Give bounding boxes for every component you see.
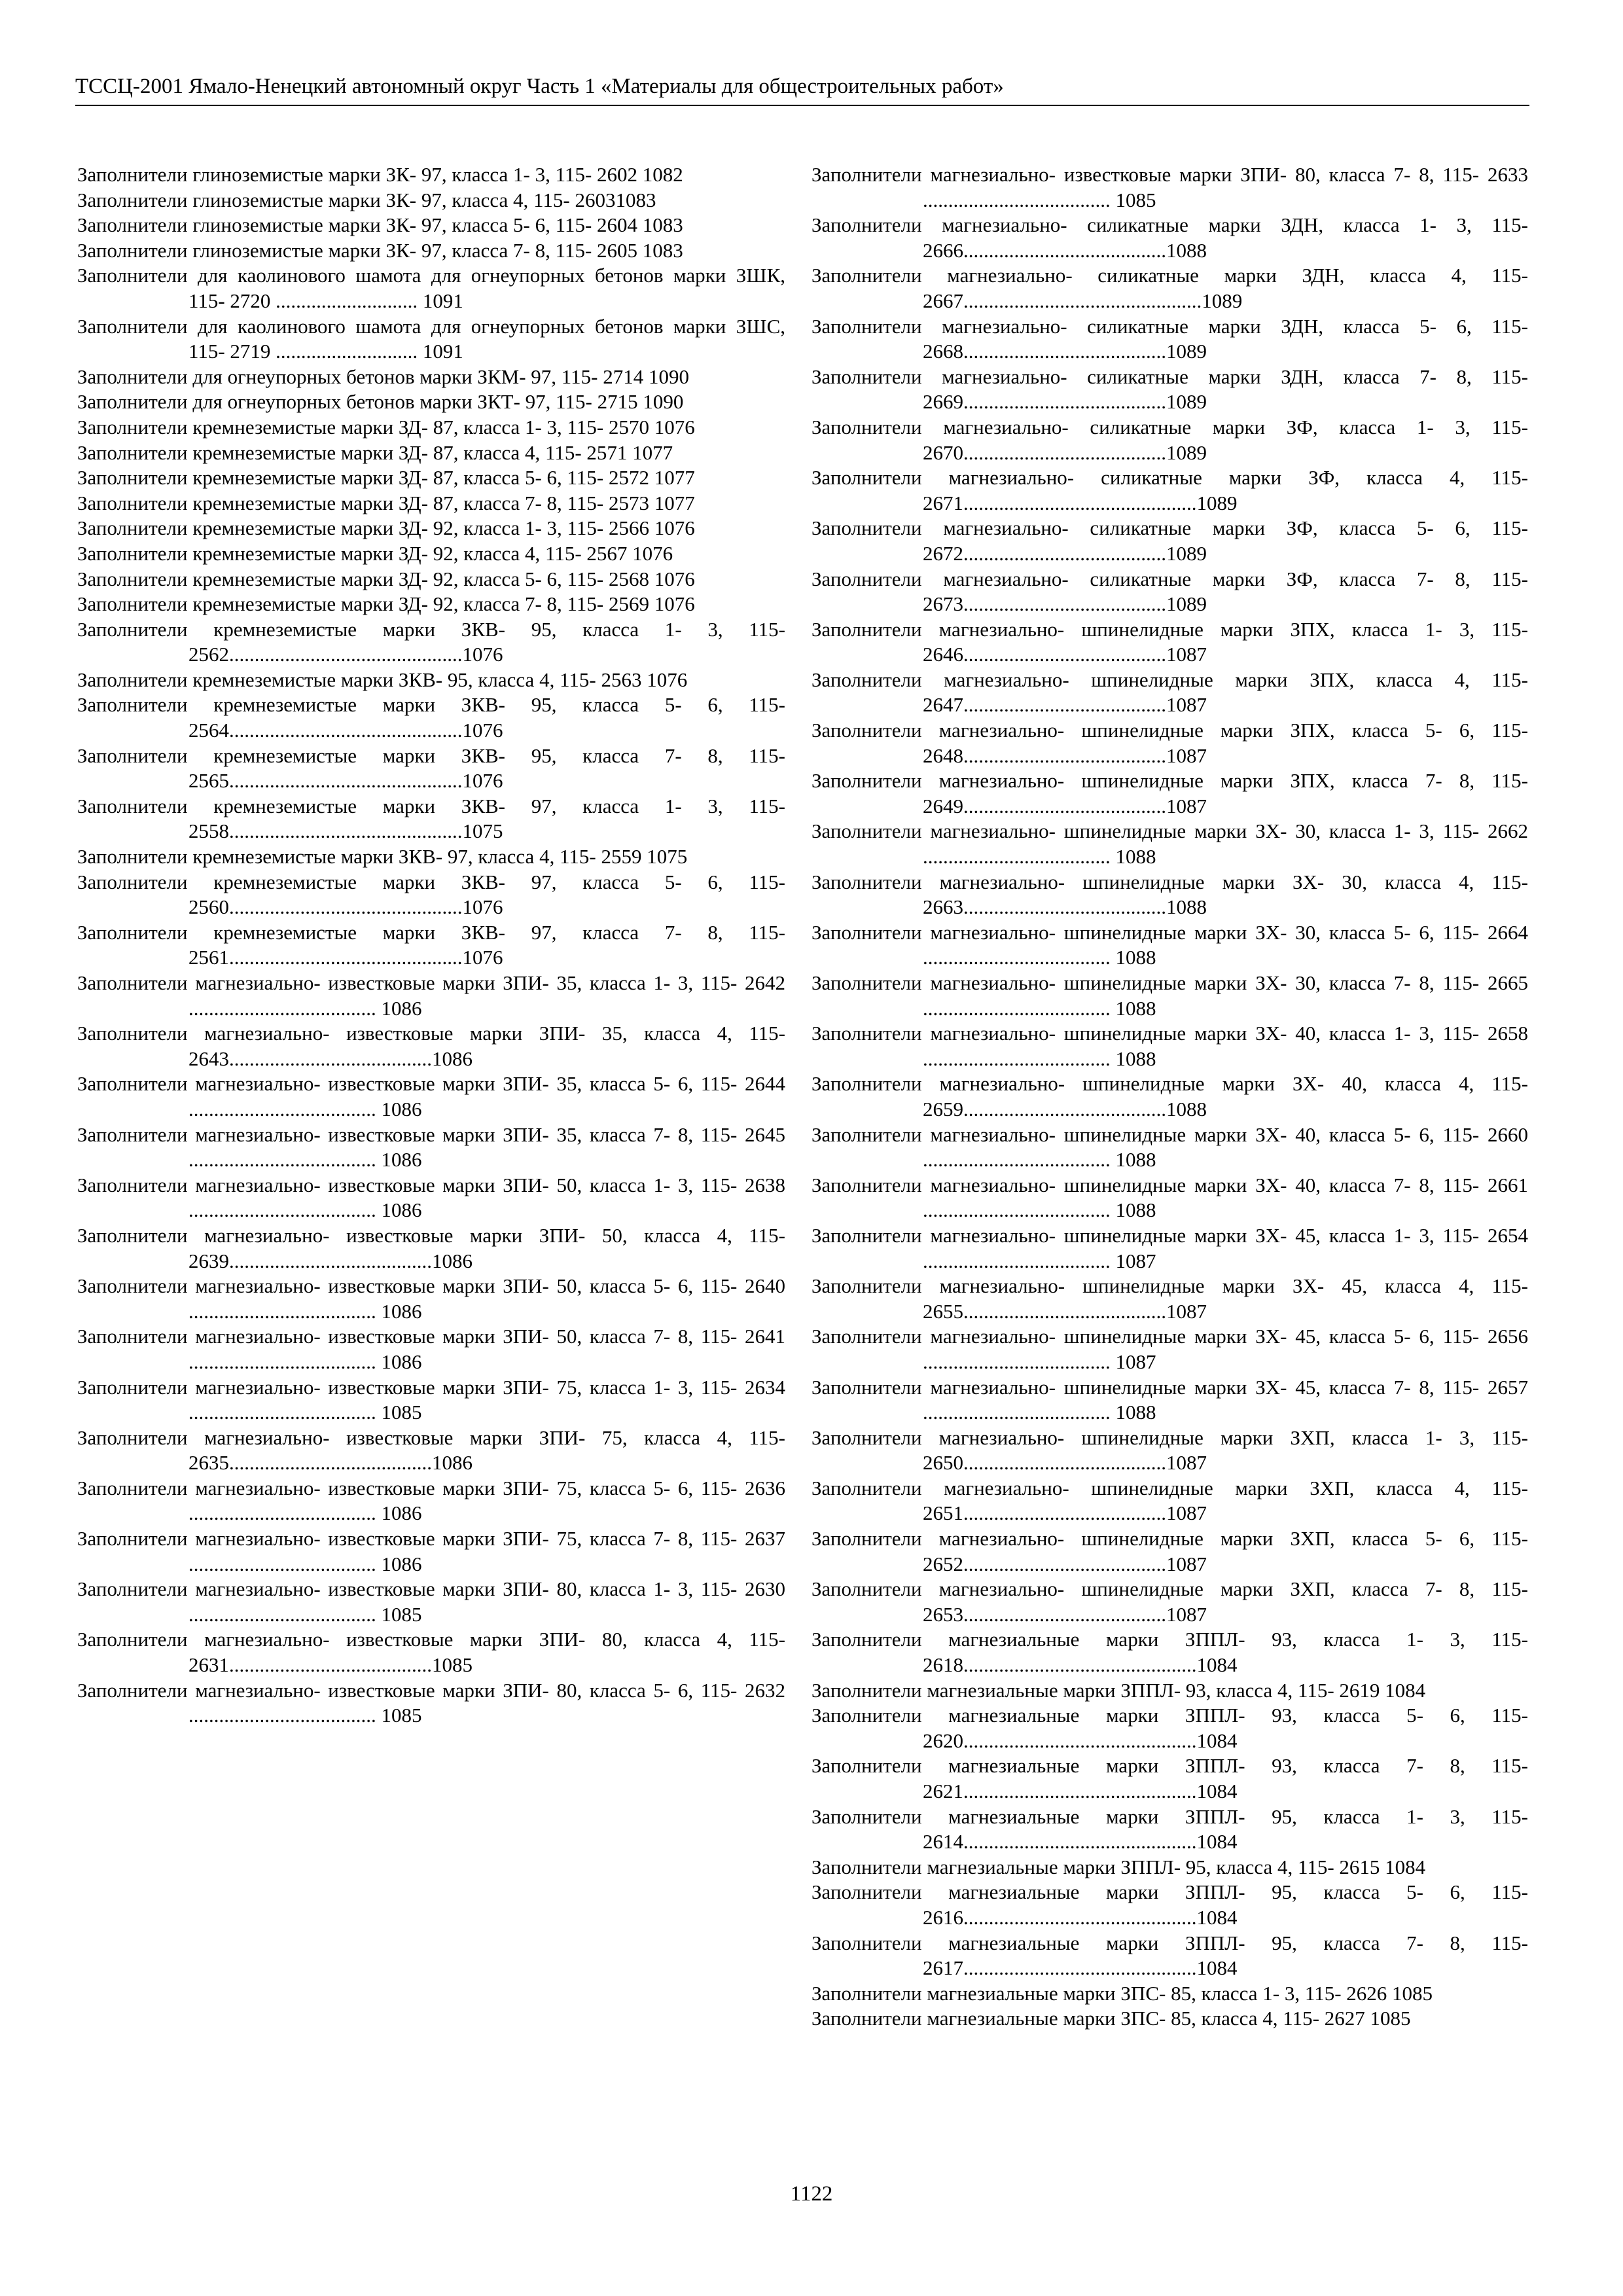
index-entry: Заполнители глиноземистые марки ЗК- 97, класса 7- 8, 115- 2605 1083 — [77, 238, 683, 262]
index-entry: Заполнители глиноземистые марки ЗК- 97, класса 5- 6, 115- 2604 1083 — [77, 213, 683, 237]
index-entry: Заполнители магнезиально- шпинелидные марки ЗХП, класса 5- 6, 115- 2652........................................1087 — [812, 1527, 1528, 1575]
index-entry: Заполнители магнезиально- известковые марки ЗПИ- 80, класса 1- 3, 115- 2630 ..................................... 1085 — [77, 1577, 785, 1626]
index-entry: Заполнители магнезиально- известковые марки ЗПИ- 50, класса 7- 8, 115- 2641 ..................................... 1086 — [77, 1325, 785, 1373]
index-entry: Заполнители магнезиально- шпинелидные марки ЗПХ, класса 4, 115- 2647........................................1087 — [812, 668, 1528, 717]
index-entry: Заполнители магнезиально- известковые марки ЗПИ- 35, класса 1- 3, 115- 2642 ..................................... 1086 — [77, 971, 785, 1020]
index-entry: Заполнители магнезиальные марки ЗППЛ- 95, класса 7- 8, 115- 2617..............................................1084 — [812, 1931, 1528, 1980]
page-number: 1122 — [790, 2182, 833, 2206]
index-entry: Заполнители магнезиально- известковые марки ЗПИ- 75, класса 5- 6, 115- 2636 ..................................... 1086 — [77, 1476, 785, 1525]
index-entry: Заполнители магнезиально- шпинелидные марки ЗПХ, класса 5- 6, 115- 2648........................................1087 — [812, 719, 1528, 767]
index-entry: Заполнители кремнеземистые марки ЗД- 87, класса 5- 6, 115- 2572 1077 — [77, 466, 695, 490]
index-entry: Заполнители магнезиально- шпинелидные марки ЗПХ, класса 1- 3, 115- 2646........................................1087 — [812, 617, 1528, 666]
index-entry: Заполнители магнезиально- шпинелидные марки ЗХ- 30, класса 1- 3, 115- 2662 ..................................... 1088 — [812, 819, 1528, 869]
index-entry: Заполнители магнезиально- шпинелидные марки ЗХ- 40, класса 1- 3, 115- 2658 ..................................... 1088 — [812, 1022, 1528, 1070]
index-entry: Заполнители глиноземистые марки ЗК- 97, класса 1- 3, 115- 2602 1082 — [77, 163, 683, 186]
index-entry: Заполнители кремнеземистые марки ЗКВ- 97, класса 4, 115- 2559 1075 — [77, 845, 688, 869]
index-entry: Заполнители магнезиально- силикатные марки ЗФ, класса 4, 115- 2671..............................................1089 — [812, 466, 1528, 514]
index-entry: Заполнители для огнеупорных бетонов марки ЗКТ- 97, 115- 2715 1090 — [77, 390, 684, 414]
index-entry: Заполнители для каолинового шамота для огнеупорных бетонов марки ЗШК, 115- 2720 ............................ 1091 — [77, 264, 785, 312]
index-entry: Заполнители кремнеземистые марки ЗД- 92, класса 1- 3, 115- 2566 1076 — [77, 516, 695, 540]
index-entry: Заполнители кремнеземистые марки ЗД- 92, класса 4, 115- 2567 1076 — [77, 541, 673, 565]
index-entry: Заполнители магнезиально- шпинелидные марки ЗХ- 40, класса 5- 6, 115- 2660 ..................................... 1088 — [812, 1122, 1528, 1172]
index-entry: Заполнители магнезиально- известковые марки ЗПИ- 50, класса 1- 3, 115- 2638 ..................................... 1086 — [77, 1173, 785, 1222]
index-entry: Заполнители магнезиальные марки ЗПС- 85, класса 1- 3, 115- 2626 1085 — [812, 1981, 1433, 2005]
index-entry: Заполнители магнезиально- известковые марки ЗПИ- 50, класса 5- 6, 115- 2640 ..................................... 1086 — [77, 1274, 785, 1323]
index-entry: Заполнители кремнеземистые марки ЗКВ- 97, класса 7- 8, 115- 2561..............................................1076 — [77, 920, 785, 969]
index-entry: Заполнители магнезиально- шпинелидные марки ЗХП, класса 4, 115- 2651........................................1087 — [812, 1476, 1528, 1525]
index-entry: Заполнители для огнеупорных бетонов марки ЗКМ- 97, 115- 2714 1090 — [77, 365, 689, 388]
index-entry: Заполнители магнезиально- известковые марки ЗПИ- 50, класса 4, 115- 2639........................................1086 — [77, 1223, 785, 1272]
index-entry: Заполнители магнезиальные марки ЗППЛ- 93, класса 4, 115- 2619 1084 — [812, 1678, 1426, 1702]
index-entry: Заполнители магнезиально- силикатные марки ЗДН, класса 5- 6, 115- 2668........................................1089 — [812, 314, 1528, 363]
index-entry: Заполнители магнезиально- шпинелидные марки ЗХ- 30, класса 5- 6, 115- 2664 ..................................... 1088 — [812, 920, 1528, 969]
index-entry: Заполнители глиноземистые марки ЗК- 97, класса 4, 115- 26031083 — [77, 188, 656, 211]
index-entry: Заполнители кремнеземистые марки ЗД- 87, класса 4, 115- 2571 1077 — [77, 440, 673, 464]
index-column-right — [812, 162, 1528, 2032]
index-entry: Заполнители магнезиально- известковые марки ЗПИ- 35, класса 5- 6, 115- 2644 ..................................... 1086 — [77, 1072, 785, 1121]
index-entry: Заполнители магнезиально- силикатные марки ЗДН, класса 4, 115- 2667...............................................1089 — [812, 264, 1528, 312]
index-entry: Заполнители кремнеземистые марки ЗКВ- 97, класса 1- 3, 115- 2558..............................................1075 — [77, 794, 785, 843]
index-entry: Заполнители кремнеземистые марки ЗД- 92, класса 5- 6, 115- 2568 1076 — [77, 567, 695, 590]
index-entry: Заполнители кремнеземистые марки ЗД- 87, класса 7- 8, 115- 2573 1077 — [77, 491, 695, 514]
index-entry: Заполнители магнезиально- силикатные марки ЗФ, класса 1- 3, 115- 2670........................................1089 — [812, 415, 1528, 464]
index-entry: Заполнители магнезиальные марки ЗППЛ- 93, класса 1- 3, 115- 2618..............................................1084 — [812, 1628, 1528, 1677]
index-entry: Заполнители магнезиально- известковые марки ЗПИ- 75, класса 7- 8, 115- 2637 ..................................... 1086 — [77, 1527, 785, 1575]
index-entry: Заполнители кремнеземистые марки ЗКВ- 95, класса 1- 3, 115- 2562..............................................1076 — [77, 617, 785, 666]
index-entry: Заполнители магнезиально- шпинелидные марки ЗХ- 45, класса 1- 3, 115- 2654 ..................................... 1087 — [812, 1223, 1528, 1272]
index-entry: Заполнители магнезиально- известковые марки ЗПИ- 75, класса 4, 115- 2635........................................1086 — [77, 1426, 785, 1475]
index-entry: Заполнители магнезиально- шпинелидные марки ЗХП, класса 7- 8, 115- 2653........................................1087 — [812, 1577, 1528, 1626]
index-entry: Заполнители магнезиально- шпинелидные марки ЗХП, класса 1- 3, 115- 2650........................................1087 — [812, 1426, 1528, 1475]
index-entry: Заполнители магнезиально- силикатные марки ЗФ, класса 7- 8, 115- 2673........................................1089 — [812, 567, 1528, 616]
index-entry: Заполнители магнезиальные марки ЗППЛ- 93, класса 5- 6, 115- 2620..............................................1084 — [812, 1704, 1528, 1752]
index-entry: Заполнители для каолинового шамота для огнеупорных бетонов марки ЗШС, 115- 2719 ............................ 1091 — [77, 314, 785, 363]
index-entry: Заполнители кремнеземистые марки ЗД- 92, класса 7- 8, 115- 2569 1076 — [77, 592, 695, 616]
index-entry: Заполнители магнезиально- шпинелидные марки ЗХ- 30, класса 4, 115- 2663........................................1088 — [812, 870, 1528, 919]
index-entry: Заполнители магнезиально- силикатные марки ЗФ, класса 5- 6, 115- 2672........................................1089 — [812, 516, 1528, 565]
index-entry: Заполнители магнезиально- известковые марки ЗПИ- 35, класса 4, 115- 2643........................................1086 — [77, 1022, 785, 1070]
index-entry: Заполнители магнезиально- известковые марки ЗПИ- 80, класса 7- 8, 115- 2633 ..................................... 1085 — [812, 163, 1528, 211]
index-entry: Заполнители магнезиально- известковые марки ЗПИ- 80, класса 5- 6, 115- 2632 ..................................... 1085 — [77, 1678, 785, 1727]
index-entry: Заполнители магнезиально- шпинелидные марки ЗХ- 40, класса 4, 115- 2659........................................1088 — [812, 1072, 1528, 1121]
index-entry: Заполнители магнезиально- известковые марки ЗПИ- 80, класса 4, 115- 2631........................................1085 — [77, 1628, 785, 1677]
index-entry: Заполнители кремнеземистые марки ЗКВ- 95, класса 5- 6, 115- 2564..............................................1076 — [77, 693, 785, 742]
index-entry: Заполнители кремнеземистые марки ЗКВ- 97, класса 5- 6, 115- 2560..............................................1076 — [77, 870, 785, 919]
index-entry: Заполнители кремнеземистые марки ЗКВ- 95, класса 7- 8, 115- 2565..............................................1076 — [77, 744, 785, 793]
index-entry: Заполнители магнезиально- шпинелидные марки ЗХ- 45, класса 7- 8, 115- 2657 ..................................... 1088 — [812, 1375, 1528, 1424]
page-header: ТССЦ-2001 Ямало-Ненецкий автономный округ Часть 1 «Материалы для общестроительных работ» — [75, 72, 1529, 106]
index-column-left — [77, 162, 785, 1729]
index-entry: Заполнители магнезиально- шпинелидные марки ЗХ- 30, класса 7- 8, 115- 2665 ..................................... 1088 — [812, 971, 1528, 1020]
index-entry: Заполнители магнезиально- шпинелидные марки ЗПХ, класса 7- 8, 115- 2649........................................1087 — [812, 769, 1528, 817]
index-entry: Заполнители магнезиально- известковые марки ЗПИ- 35, класса 7- 8, 115- 2645 ..................................... 1086 — [77, 1122, 785, 1172]
index-entry: Заполнители магнезиальные марки ЗППЛ- 95, класса 1- 3, 115- 2614..............................................1084 — [812, 1804, 1528, 1854]
index-entry: Заполнители магнезиально- силикатные марки ЗДН, класса 7- 8, 115- 2669........................................1089 — [812, 365, 1528, 414]
index-entry: Заполнители магнезиальные марки ЗППЛ- 95, класса 5- 6, 115- 2616..............................................1084 — [812, 1880, 1528, 1929]
index-entry: Заполнители магнезиально- силикатные марки ЗДН, класса 1- 3, 115- 2666........................................1088 — [812, 213, 1528, 262]
index-entry: Заполнители кремнеземистые марки ЗД- 87, класса 1- 3, 115- 2570 1076 — [77, 415, 695, 439]
index-entry: Заполнители магнезиальные марки ЗППЛ- 93, класса 7- 8, 115- 2621..............................................1084 — [812, 1754, 1528, 1803]
index-entry: Заполнители магнезиально- известковые марки ЗПИ- 75, класса 1- 3, 115- 2634 ..................................... 1085 — [77, 1375, 785, 1424]
index-entry: Заполнители кремнеземистые марки ЗКВ- 95, класса 4, 115- 2563 1076 — [77, 668, 688, 691]
index-entry: Заполнители магнезиальные марки ЗПС- 85, класса 4, 115- 2627 1085 — [812, 2007, 1411, 2030]
index-entry: Заполнители магнезиально- шпинелидные марки ЗХ- 40, класса 7- 8, 115- 2661 ..................................... 1088 — [812, 1173, 1528, 1222]
index-entry: Заполнители магнезиально- шпинелидные марки ЗХ- 45, класса 4, 115- 2655........................................1087 — [812, 1274, 1528, 1323]
index-entry: Заполнители магнезиально- шпинелидные марки ЗХ- 45, класса 5- 6, 115- 2656 ..................................... 1087 — [812, 1325, 1528, 1373]
index-entry: Заполнители магнезиальные марки ЗППЛ- 95, класса 4, 115- 2615 1084 — [812, 1855, 1426, 1878]
